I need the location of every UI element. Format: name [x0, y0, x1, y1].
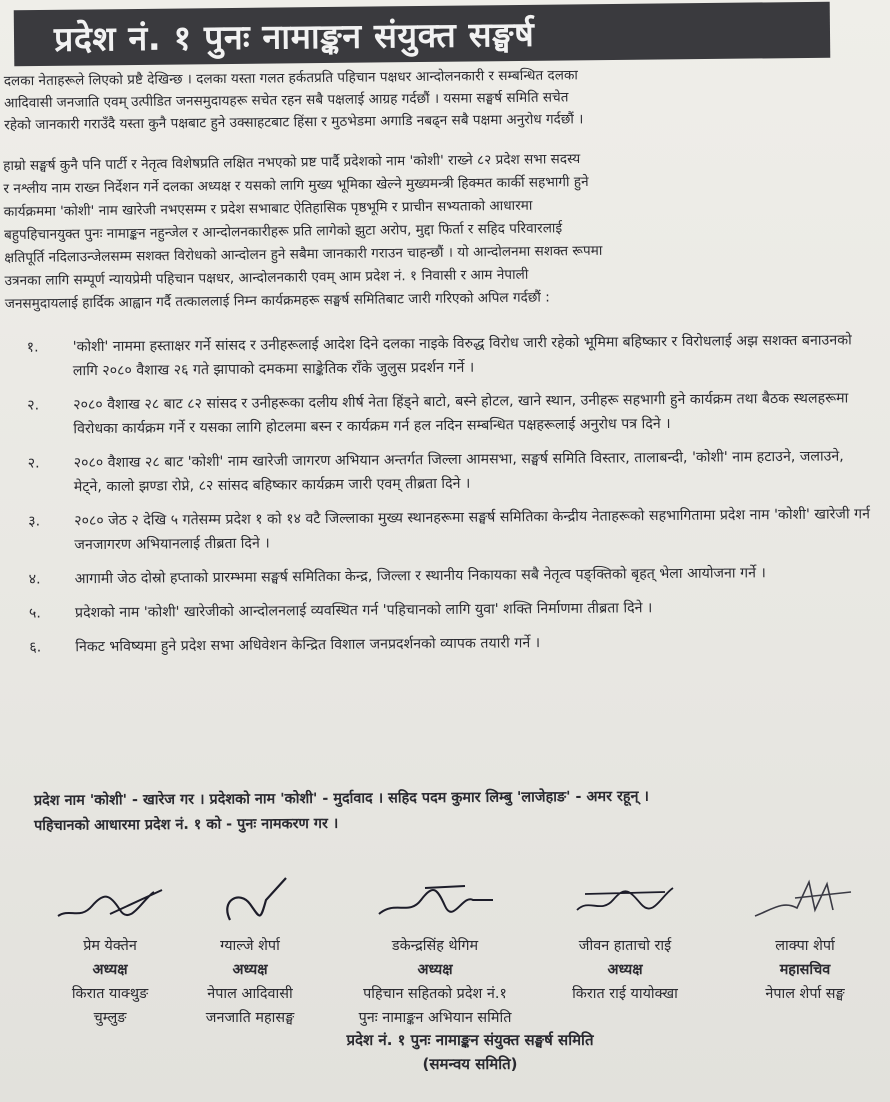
list-item [10, 502, 870, 558]
issuer-subtitle: (समन्वय समिति) [422, 1055, 518, 1073]
signatory-org: नेपाल शेर्पा सङ्घ [765, 986, 845, 1002]
intro-line: रहेको जानकारी गराउँदै यस्ता कुनै पक्षबाट हुने उक्साहटबाट हिंसा र मुठभेडमा अगाडि नबढ्न सबै पक्षमा अनुरोध गर्दछौं । [4, 111, 584, 134]
signatory-org: किरात राई यायोक्खा [572, 986, 678, 1002]
list-item-text: २०८० वैशाख २८ बाट ८२ सांसद र उनीहरूका दलीय शीर्ष नेता हिंड्ने बाटो, बस्ने होटल, खाने स्थान, उनीहरू सहभागी हुने कार्यक्रम तथा बैठक स्थलहरूमा विरोधका कार्यक्रम गर्ने र यसका लागि होटलमा बस्न र कार्यक्रम गर्न हल नदिन सम्बन्धित पक्षहरूलाई अनुरोध पत्र दिने । [73, 390, 849, 438]
list-item [11, 560, 871, 592]
signatory-name: प्रेम येक्तेन [83, 938, 137, 954]
intro-line: दलका नेताहरूले लिएको प्रष्टै देखिन्छ । दलका यस्ता गलत हर्कतप्रति पहिचान पक्षधर आन्दोलनकारी र सम्बन्धित दलका [3, 67, 578, 90]
signatory-block [545, 870, 705, 1006]
program-list [9, 328, 872, 669]
signatory-org: नेपाल आदिवासी [207, 986, 293, 1002]
appeal-line: उत्रनका लागि सम्पूर्ण न्यायप्रेमी पहिचान पक्षधर, आन्दोलनकारी एवम् आम प्रदेश नं. १ निवासी र आम नेपाली [4, 266, 529, 290]
list-item-number: ५. [28, 605, 41, 622]
document-title: प्रदेश नं. १ पुनः नामाङ्कन संयुक्त सङ्घर्ष [53, 14, 535, 60]
header-banner [14, 2, 831, 67]
list-item-number: २. [27, 455, 40, 472]
signatory-role: अध्यक्ष [607, 962, 643, 978]
issuer-name: प्रदेश नं. १ पुनः नामाङ्कन संयुक्त सङ्घर्ष समिति [346, 1031, 594, 1049]
signature-area [0, 870, 890, 1030]
slogan-line: पहिचानको आधारमा प्रदेश नं. १ को - पुनः नामकरण गर । [34, 815, 339, 834]
slogan-line: प्रदेश नाम 'कोशी' - खारेज गर । प्रदेशको नाम 'कोशी' - मुर्दावाद । सहिद पदम कुमार लिम्बु 'लाजेहाङ' - अमर रहून् । [33, 788, 650, 809]
signatory-role: महासचिव [779, 962, 831, 978]
list-item-number: ३. [28, 513, 41, 530]
list-item-text: 'कोशी' नाममा हस्ताक्षर गर्ने सांसद र उनीहरूलाई आदेश दिने दलका नाइके विरुद्ध विरोध जारी रहेको भूमिमा बहिष्कार र विरोधलाई अझ सशक्त बनाउनको लागि २०८० वैशाख २६ गते झापाको दमकमा साङ्केतिक राँके जुलुस प्रदर्शन गर्ने । [72, 332, 852, 380]
signatory-role: अध्यक्ष [417, 962, 453, 978]
signature-scribble [190, 870, 310, 930]
signatory-block [730, 870, 880, 1006]
appeal-line: क्षतिपूर्ति नदिलाउन्जेलसम्म सशक्त विरोधको आन्दोलन हुने सबैमा जानकारी गराउन चाहन्छौं । यो आन्दोलनमा सशक्त रूपमा [4, 242, 603, 267]
intro-paragraph [4, 62, 835, 137]
intro-line: आदिवासी जनजाति एवम् उत्पीडित जनसमुदायहरू सचेत रहन सबै पक्षलाई आग्रह गर्दछौं । यसमा सङ्घर्ष समिति सचेत [3, 89, 569, 112]
signature-scribble [50, 870, 170, 930]
signatory-name: जीवन हाताचो राई [578, 938, 672, 954]
list-item-number: २. [27, 397, 40, 414]
list-item [9, 386, 869, 442]
list-item-text: २०८० वैशाख २८ बाट 'कोशी' नाम खारेजी जागरण अभियान अन्तर्गत जिल्ला आमसभा, सङ्घर्ष समिति विस्तार, तालाबन्दी, 'कोशी' नाम हटाउने, जलाउने, मेट्ने, कालो झण्डा रोप्ने, ८२ सांसद बहिष्कार कार्यक्रम जारी एवम् तीब्रता दिने । [73, 448, 844, 496]
signatory-name: लाक्पा शेर्पा [775, 938, 835, 954]
slogan-block [34, 783, 884, 839]
list-item [10, 444, 870, 500]
signatory-role: अध्यक्ष [92, 962, 128, 978]
list-item [11, 628, 871, 660]
signatory-block [30, 870, 190, 1030]
list-item-text: २०८० जेठ २ देखि ५ गतेसम्म प्रदेश १ को १४ वटै जिल्लाका मुख्य स्थानहरूमा सङ्घर्ष समितिका केन्द्रीय नेताहरूको सहभागितामा प्रदेश नाम 'कोशी' खारेजी गर्न जनजागरण अभियानलाई तीब्रता दिने । [74, 506, 871, 554]
signatory-org: चुम्लुङ [93, 1010, 127, 1026]
list-item-number: ६. [29, 639, 42, 656]
appeal-line: र नश्लीय नाम राख्न निर्देशन गर्ने दलका अध्यक्ष र यसको लागि मुख्य भूमिका खेल्ने मुख्यमन्त्री हिक्मत कार्की सहभागी हुने [3, 173, 589, 198]
appeal-paragraph [3, 145, 845, 316]
signatory-org: जनजाति महासङ्घ [205, 1010, 295, 1026]
appeal-line: हाम्रो सङ्घर्ष कुनै पनि पार्टी र नेतृत्व विशेषप्रति लक्षित नभएको प्रष्ट पार्दै प्रदेशको नाम 'कोशी' राख्ने ८२ प्रदेश सभा सदस्य [3, 151, 581, 175]
list-item-number: ४. [28, 571, 41, 588]
signatory-block [175, 870, 325, 1030]
signatory-name: ग्याल्जे शेर्पा [220, 938, 280, 954]
list-item [11, 594, 871, 626]
appeal-line: जनसमुदायलाई हार्दिक आह्वान गर्दै तत्काललाई निम्न कार्यक्रमहरू सङ्घर्ष समितिबाट जारी गरिएको अपिल गर्दछौं : [4, 289, 550, 313]
issuer-footer [0, 1028, 890, 1076]
signature-scribble [565, 870, 685, 930]
appeal-line: कार्यक्रममा 'कोशी' नाम खारेजी नभएसम्म र प्रदेश सभाबाट ऐतिहासिक पृष्ठभूमि र प्राचीन सभ्यताको आधारमा [3, 197, 533, 221]
signature-scribble [365, 870, 505, 930]
signatory-name: डकेन्द्रसिंह थेगिम [391, 938, 479, 954]
signatory-org: पुनः नामाङ्कन अभियान समिति [358, 1010, 512, 1026]
list-item-text: निकट भविष्यमा हुने प्रदेश सभा अधिवेशन केन्द्रित विशाल जनप्रदर्शनको व्यापक तयारी गर्ने । [75, 635, 541, 656]
signature-scribble [745, 870, 865, 930]
signatory-org: किरात याक्थुङ [71, 986, 149, 1002]
list-item-text: प्रदेशको नाम 'कोशी' खारेजीको आन्दोलनलाई व्यवस्थित गर्न 'पहिचानको लागि युवा' शक्ति निर्माणमा तीब्रता दिने । [74, 600, 653, 622]
signatory-block [320, 870, 550, 1030]
signatory-org: पहिचान सहितको प्रदेश नं.१ [363, 986, 507, 1002]
list-item-number: १. [26, 339, 39, 356]
appeal-line: बहुपहिचानयुक्त पुनः नामाङ्कन नहुन्जेल र आन्दोलनकारीहरू प्रति लागेको झुटा अरोप, मुद्दा फिर्ता र सहिद परिवारलाई [3, 220, 563, 244]
signatory-role: अध्यक्ष [232, 962, 268, 978]
list-item [9, 328, 869, 384]
list-item-text: आगामी जेठ दोस्रो हप्ताको प्रारम्भमा सङ्घर्ष समितिका केन्द्र, जिल्ला र स्थानीय निकायका सबै नेतृत्व पङ्क्तिको बृहत् भेला आयोजना गर्ने । [74, 565, 766, 588]
